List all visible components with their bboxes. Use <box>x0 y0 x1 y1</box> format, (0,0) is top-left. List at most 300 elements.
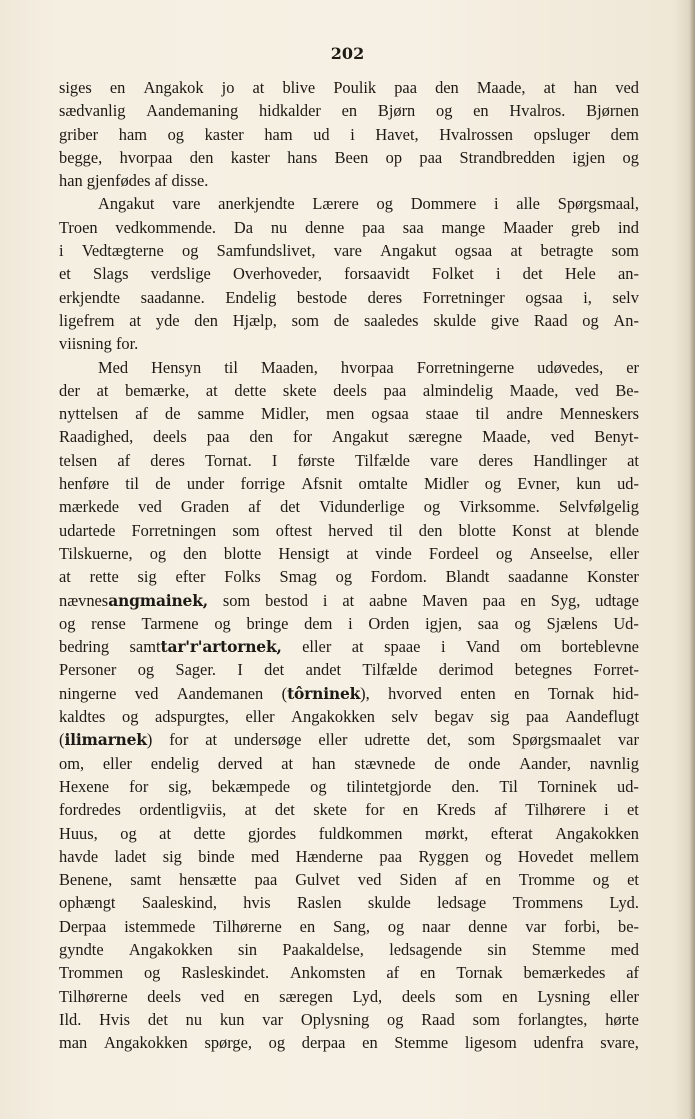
word: rense <box>91 613 126 633</box>
word: Da <box>233 217 253 237</box>
word: saadanne. <box>140 287 205 307</box>
word: bringe <box>246 613 289 633</box>
word: Tornat. <box>205 450 252 470</box>
word: ledsagende <box>389 939 463 959</box>
word: enten <box>460 683 496 703</box>
word: betegnes <box>514 660 573 680</box>
word: og <box>622 147 639 167</box>
word: Anseelse, <box>529 543 593 563</box>
word: en <box>420 963 436 983</box>
word: paa <box>362 217 385 237</box>
word: og <box>214 613 231 633</box>
word: Hænderne <box>295 846 363 866</box>
word: gjenfødes <box>86 171 151 191</box>
text-line <box>59 822 639 845</box>
word: at <box>351 637 364 657</box>
word: denne <box>305 217 345 237</box>
word: undersøge <box>234 730 302 750</box>
text-line <box>59 472 639 495</box>
word: efter <box>175 567 206 587</box>
word: den <box>418 520 443 540</box>
word: Syg, <box>550 590 581 610</box>
word: mange <box>441 217 486 237</box>
word: Hensyn <box>151 357 202 377</box>
word: adspurgtes, <box>154 707 229 727</box>
word: istemmede <box>124 916 196 936</box>
word: nyttelsen <box>59 404 119 424</box>
word: Raadighed, <box>59 427 134 447</box>
word: og <box>182 241 199 261</box>
word: at <box>342 590 355 610</box>
word: Spørgsmaal, <box>557 194 639 214</box>
word: som <box>222 590 251 610</box>
word: ud- <box>617 474 639 494</box>
word: Angakut <box>380 241 437 261</box>
word: den <box>189 147 214 167</box>
text-line <box>59 1008 639 1031</box>
word: Troen <box>59 217 98 237</box>
word: denne <box>468 916 508 936</box>
word: hid- <box>612 683 639 703</box>
word: paa <box>379 846 403 866</box>
word: opsluger <box>533 124 591 144</box>
word: Havet, <box>375 124 419 144</box>
word: var <box>262 1009 284 1029</box>
word: som <box>467 730 496 750</box>
word: Endelig <box>225 287 277 307</box>
word: fuldkommen <box>318 823 403 843</box>
text-line <box>59 635 639 658</box>
text-line <box>59 775 639 798</box>
word: for <box>169 730 189 750</box>
word: betragte <box>540 241 594 261</box>
word: paa <box>525 707 549 727</box>
word: Orden <box>368 613 410 633</box>
word: ham <box>264 124 293 144</box>
text-line <box>59 379 639 402</box>
word: sin <box>237 939 258 959</box>
text-line <box>59 332 639 355</box>
word: Maade, <box>509 380 559 400</box>
word: Aander, <box>519 753 571 773</box>
word: ved <box>575 380 599 400</box>
word: I <box>237 660 243 680</box>
word: han <box>311 753 336 773</box>
word: Tilfælde <box>354 450 410 470</box>
word: deres <box>367 287 403 307</box>
word: Til <box>499 776 518 796</box>
word: Stemme <box>394 1033 449 1053</box>
word: mellem <box>589 846 639 866</box>
word: deres <box>150 450 185 470</box>
word: og <box>120 823 137 843</box>
word: paa <box>394 78 417 97</box>
word: ningerne <box>59 683 117 703</box>
word: og <box>59 613 76 633</box>
word: forrige <box>240 474 286 494</box>
word: andet <box>305 660 342 680</box>
text-line <box>59 658 639 681</box>
word: Aandemaning <box>146 101 239 121</box>
word: Angakok <box>143 78 204 97</box>
word: dette <box>234 380 267 400</box>
word: an- <box>618 264 639 284</box>
word: selv <box>391 707 418 727</box>
word: skulde <box>367 893 411 913</box>
word: i <box>493 194 499 214</box>
word: en <box>299 916 316 936</box>
word: det <box>522 264 543 284</box>
word: i <box>59 241 64 261</box>
word: skete <box>313 800 347 820</box>
text-line <box>59 705 639 728</box>
word: ligesom <box>464 1033 517 1053</box>
word: Siden <box>399 870 437 890</box>
word: ligefrem <box>59 310 115 330</box>
text-line <box>59 542 639 565</box>
word: Strandbredden <box>459 147 556 167</box>
page-number: 202 <box>330 44 365 63</box>
word: hvorpaa <box>340 357 394 377</box>
word: samt <box>130 870 162 890</box>
text-line <box>59 169 639 192</box>
word: særegen <box>279 986 333 1006</box>
word: at <box>627 450 639 470</box>
word: og <box>387 916 405 936</box>
word: eller <box>245 707 275 727</box>
word: ved <box>550 427 575 447</box>
word: udenfra <box>533 1033 584 1053</box>
word: bemærkedes <box>523 963 606 983</box>
word: viisning <box>59 334 112 354</box>
word: I <box>271 450 278 470</box>
word: sin <box>487 939 507 959</box>
word: gjordes <box>247 823 297 843</box>
word: af <box>494 800 507 820</box>
word: hørte <box>605 1009 639 1029</box>
word: almindelig <box>422 380 494 400</box>
word: Ild. <box>59 1009 82 1029</box>
word: Tilhørerne <box>59 986 128 1006</box>
word: Sjælens <box>546 613 598 633</box>
word: ogsaa <box>525 287 563 307</box>
word: skulde <box>433 310 477 330</box>
word: at <box>346 543 359 563</box>
word: sig <box>162 846 182 866</box>
word: den <box>183 543 207 563</box>
word: Forretningerne <box>416 357 515 377</box>
word: herved <box>328 520 373 540</box>
word: ladet <box>114 846 147 866</box>
word: var <box>617 730 639 750</box>
word: Angakokken <box>555 823 639 843</box>
text-line <box>59 146 639 169</box>
word: paa <box>206 427 230 447</box>
text-line <box>59 938 639 961</box>
text-line <box>59 589 639 612</box>
word: sig <box>490 707 510 727</box>
word: Tilskuerne, <box>59 543 133 563</box>
word: kaster <box>230 147 270 167</box>
word: Raad <box>533 310 568 330</box>
word: Angakut <box>332 427 389 447</box>
word: for. <box>115 334 139 354</box>
word: Afsnit <box>301 474 343 494</box>
word: og <box>149 543 167 563</box>
word: op <box>385 147 403 167</box>
word: forbi, <box>564 916 601 936</box>
word: bekæmpede <box>211 776 291 796</box>
word: Midler, <box>261 404 310 424</box>
word: Hvalrossen <box>439 124 513 144</box>
word: eller <box>318 730 348 750</box>
word: at <box>96 380 109 400</box>
word: men <box>326 404 355 424</box>
text-line <box>59 262 639 285</box>
word: Forretningen <box>131 520 217 540</box>
word: den. <box>451 776 480 796</box>
word: Tilfælde <box>362 660 418 680</box>
word: spaae <box>384 637 421 657</box>
word: Derpaa <box>59 916 107 936</box>
word: telsen <box>59 450 98 470</box>
word: den <box>249 427 274 447</box>
word: eller <box>609 986 639 1006</box>
word: hvis <box>243 893 271 913</box>
word: til <box>224 357 238 377</box>
word: ledsage <box>437 893 487 913</box>
word: blotte <box>223 543 262 563</box>
text-line <box>59 239 639 262</box>
word: som <box>472 1009 500 1029</box>
word: ogsaa <box>454 241 493 261</box>
word: spørge, <box>204 1033 252 1053</box>
word: vare <box>430 450 459 470</box>
word: særegne <box>408 427 463 447</box>
word: ordentligviis, <box>139 800 227 820</box>
word: Spørgsmaalet <box>512 730 602 750</box>
word: bestod <box>265 590 308 610</box>
word: en <box>341 101 358 121</box>
word: Evner, <box>517 474 560 494</box>
word: en <box>362 1033 378 1053</box>
word: Forretninger <box>422 287 505 307</box>
word: at <box>281 753 294 773</box>
word: samttar'r'artornek, <box>129 637 282 657</box>
word: og <box>514 613 531 633</box>
word: om, <box>59 753 85 773</box>
word: Raad <box>421 1009 455 1029</box>
word: Trommen <box>59 963 124 983</box>
word: hensætte <box>179 870 237 890</box>
word: hvorved <box>388 683 442 703</box>
word: blende <box>595 520 639 540</box>
word: og <box>376 194 393 214</box>
page-edge-shadow <box>689 0 695 1119</box>
word: aabne <box>369 590 408 610</box>
word: Hexene <box>59 776 110 796</box>
word: rette <box>89 567 119 587</box>
word: at <box>543 78 556 97</box>
word: Lyd. <box>609 893 639 913</box>
word: Maader <box>503 217 554 237</box>
text-line <box>59 798 639 821</box>
word: Menneskers <box>559 404 639 424</box>
word: Ud- <box>613 613 639 633</box>
word: oftest <box>275 520 313 540</box>
word: Tornak <box>547 683 595 703</box>
greenlandic-term: ilimarnek <box>64 730 147 750</box>
word: tilintetgjorde <box>346 776 432 796</box>
word: svare, <box>600 1033 639 1053</box>
word: skete <box>282 380 317 400</box>
word: og <box>582 310 599 330</box>
word: kaldtes <box>59 707 106 727</box>
word: Vedtægterne <box>81 241 164 261</box>
word: Ankomsten <box>289 963 366 983</box>
word: af <box>248 497 261 517</box>
word: fordredes <box>59 800 121 820</box>
word: omtalte <box>358 474 408 494</box>
word: deres <box>478 450 514 470</box>
word: han <box>59 171 83 191</box>
word: Personer <box>59 660 117 680</box>
word: igjen <box>572 147 606 167</box>
word: paa <box>419 147 443 167</box>
word: deels <box>147 986 181 1006</box>
text-line <box>59 216 639 239</box>
word: han <box>573 78 598 97</box>
word: af <box>117 450 131 470</box>
word: Tilhørerne <box>213 916 282 936</box>
word: Hovedet <box>517 846 574 866</box>
text-line <box>59 99 639 122</box>
word: at <box>244 800 257 820</box>
word: dem <box>610 124 639 144</box>
word: ved <box>138 497 162 517</box>
text-line <box>59 286 639 309</box>
word: Vand <box>465 637 500 657</box>
text-line <box>59 565 639 588</box>
text-line <box>59 612 639 635</box>
word: nu <box>270 217 288 237</box>
word: et <box>627 870 639 890</box>
word: og <box>436 101 453 121</box>
word: bemærke, <box>125 380 190 400</box>
word: forsaavidt <box>344 264 410 284</box>
text-line <box>59 682 639 705</box>
word: ud <box>313 124 330 144</box>
word: gyndte <box>59 939 104 959</box>
word: Poulik <box>333 78 377 97</box>
word: udtage <box>595 590 639 610</box>
word: Aandeflugt <box>565 707 639 727</box>
word: i <box>495 264 501 284</box>
word: begge, <box>59 147 103 167</box>
word: Smag <box>279 567 317 587</box>
word: Hvis <box>99 1009 131 1029</box>
word: Tornak <box>456 963 503 983</box>
word: et <box>59 264 71 284</box>
word: ved <box>134 683 159 703</box>
word: om <box>520 637 542 657</box>
word: ind <box>617 217 639 237</box>
word: vinde <box>375 543 412 563</box>
word: hvorpaa <box>119 147 173 167</box>
word: en <box>485 870 501 890</box>
text-line <box>59 495 639 518</box>
word: begav <box>434 707 474 727</box>
word: er <box>626 357 639 377</box>
word: kun <box>219 1009 245 1029</box>
word: dette <box>193 823 226 843</box>
text-line <box>59 1031 639 1054</box>
word: siges <box>59 78 92 97</box>
word: havde <box>59 846 99 866</box>
word: at <box>510 241 523 261</box>
word: og <box>310 776 327 796</box>
word: det, <box>426 730 451 750</box>
word: at <box>129 310 142 330</box>
word: Raslen <box>296 893 342 913</box>
word: Lysning <box>537 986 591 1006</box>
word: Trommens <box>512 893 583 913</box>
word: Rasleskindet. <box>181 963 270 983</box>
word: verdslige <box>150 264 211 284</box>
body-text <box>59 76 639 1054</box>
greenlandic-term: tôrninek <box>287 683 361 703</box>
text-line <box>59 192 639 215</box>
word: Kreds <box>436 800 476 820</box>
word: til <box>475 404 490 424</box>
word: nævnesangmainek, <box>59 590 208 610</box>
word: Benene, <box>59 870 113 890</box>
word: og <box>167 124 184 144</box>
word: Paakaldelse, <box>282 939 364 959</box>
word: anerkjendte <box>218 194 295 214</box>
word: af <box>626 963 639 983</box>
word: dem <box>304 613 333 633</box>
word: en <box>514 683 530 703</box>
word: og <box>485 846 502 866</box>
word: Benyt- <box>594 427 639 447</box>
word: som <box>611 241 639 261</box>
word: kaster <box>204 124 244 144</box>
word: efterat <box>490 823 533 843</box>
word: med <box>610 939 639 959</box>
word: og <box>122 707 139 727</box>
word: Bjørnen <box>586 101 639 121</box>
text-line <box>59 915 639 938</box>
word: og <box>137 660 155 680</box>
word: Hensigt <box>278 543 330 563</box>
word: greb <box>571 217 601 237</box>
word: jo <box>221 78 235 97</box>
word: og <box>268 1033 286 1053</box>
word: paa <box>383 380 407 400</box>
word: Been <box>334 147 369 167</box>
word: de <box>165 404 181 424</box>
word: som <box>291 310 319 330</box>
word: Aandemanen <box>176 683 264 703</box>
word: Hele <box>564 264 596 284</box>
word: ved <box>615 78 639 97</box>
word: blotte <box>458 520 496 540</box>
greenlandic-term: tar'r'artornek, <box>160 637 282 657</box>
word: en <box>473 101 489 121</box>
word: Dommere <box>410 194 477 214</box>
word: Saaleskind, <box>141 893 217 913</box>
